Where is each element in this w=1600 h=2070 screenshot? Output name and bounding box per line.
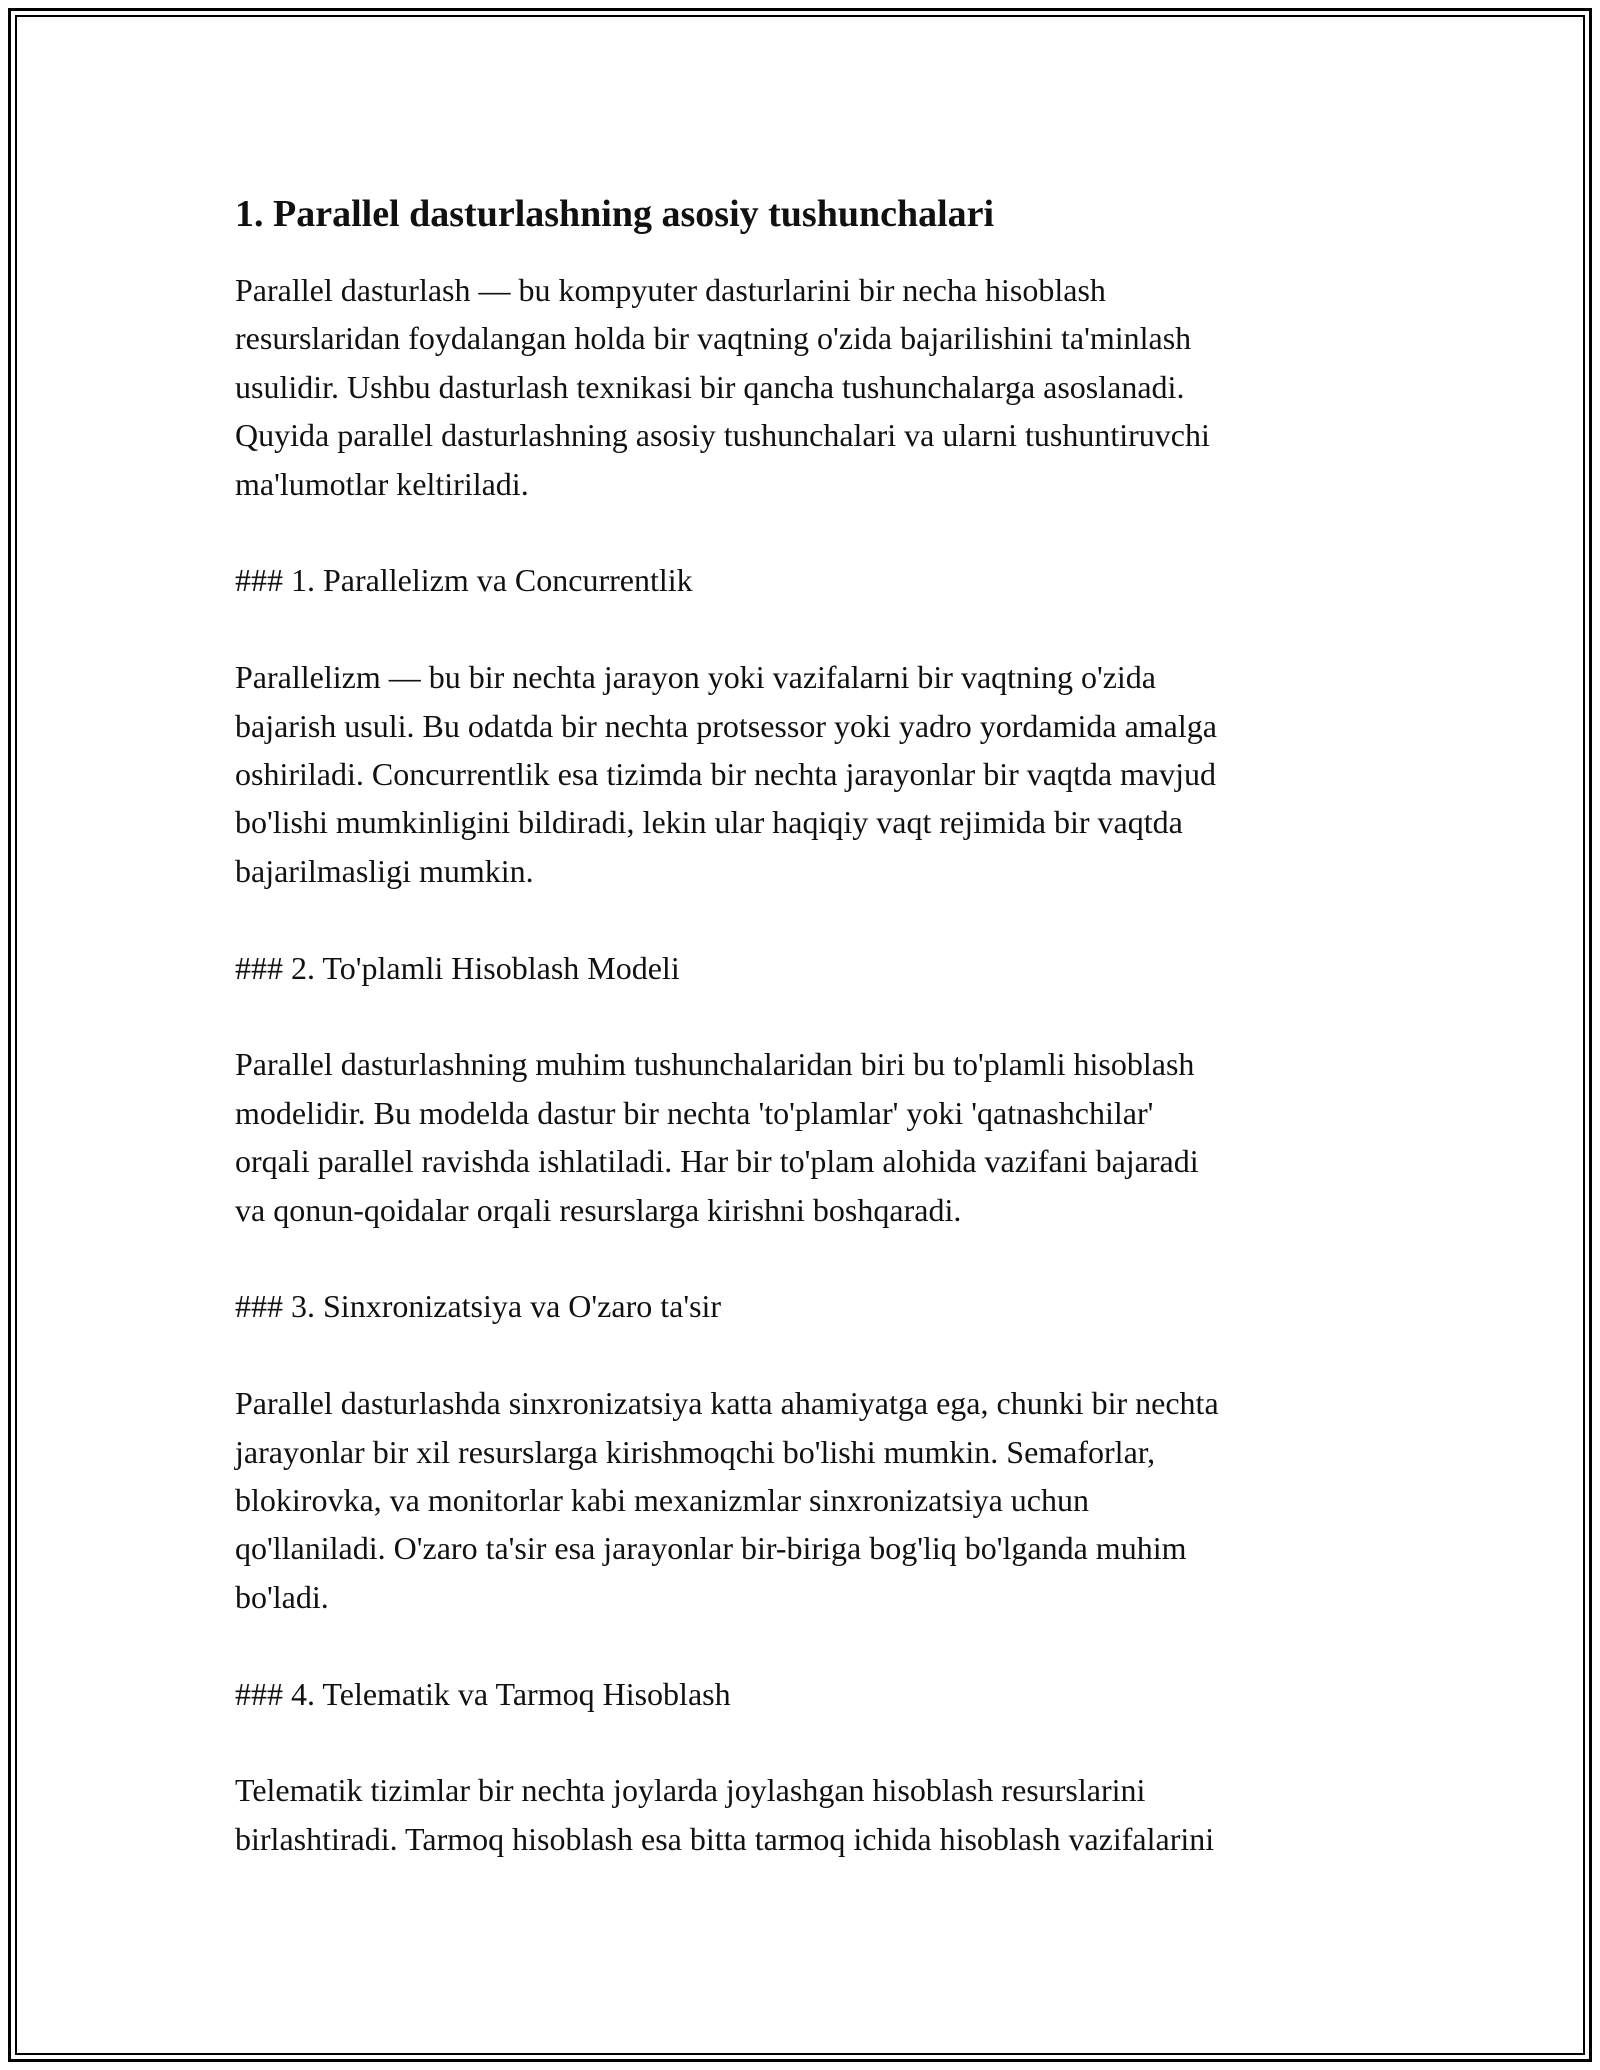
paragraph-telematik: Telematik tizimlar bir nechta joylarda joylashgan hisoblash resurslarini birlashtiradi. Tarmoq hisoblash esa bitta tarmoq ichida hisoblash vazifalarini <box>235 1772 1215 1857</box>
section-heading-parallelizm: ### 1. Parallelizm va Concurrentlik <box>235 562 693 599</box>
paragraph-sinxronizatsiya: Parallel dasturlashda sinxronizatsiya katta ahamiyatga ega, chunki bir nechta jarayonlar bir xil resurslarga kirishmoqchi bo'lishi mumkin. Semaforlar, blokirovka, va monitorlar kabi mexanizmlar sinxronizatsiya uchun qo'llaniladi. O'zaro ta'sir esa jarayonlar bir-biriga bog'liq bo'lganda muhim bo'ladi. <box>235 1385 1219 1615</box>
section-heading-telematik: ### 4. Telematik va Tarmoq Hisoblash <box>235 1675 731 1712</box>
paragraph-parallelizm: Parallelizm — bu bir nechta jarayon yoki vazifalarni bir vaqtning o'zida bajarish usuli. Bu odatda bir nechta protsessor yoki yadro yordamida amalga oshiriladi. Concurrentlik esa tizimda bir nechta jarayonlar bir vaqtda mavjud bo'lishi mumkinligini bildiradi, lekin ular haqiqiy vaqt rejimida bir vaqtda bajarilmasligi mumkin. <box>235 659 1217 889</box>
paragraph-toplamli-model: Parallel dasturlashning muhim tushunchalaridan biri bu to'plamli hisoblash modelidir. Bu modelda dastur bir nechta 'to'plamlar' yoki 'qatnashchilar' orqali parallel ravishda ishlatiladi. Har bir to'plam alohida vazifani bajaradi va qonun-qoidalar orqali resurslarga kirishni boshqaradi. <box>235 1046 1199 1228</box>
document-title: 1. Parallel dasturlashning asosiy tushunchalari <box>235 193 995 235</box>
section-heading-sinxronizatsiya: ### 3. Sinxronizatsiya va O'zaro ta'sir <box>235 1288 722 1325</box>
section-heading-toplamli-model: ### 2. To'plamli Hisoblash Modeli <box>235 949 680 986</box>
intro-paragraph: Parallel dasturlash — bu kompyuter dasturlarini bir necha hisoblash resurslaridan foydalangan holda bir vaqtning o'zida bajarilishini ta'minlash usulidir. Ushbu dasturlash texnikasi bir qancha tushunchalarga asoslanadi. Quyida parallel dasturlashning asosiy tushunchalari va ularni tushuntiruvchi ma'lumotlar keltiriladi. <box>235 272 1210 502</box>
document-body <box>235 190 1385 1912</box>
